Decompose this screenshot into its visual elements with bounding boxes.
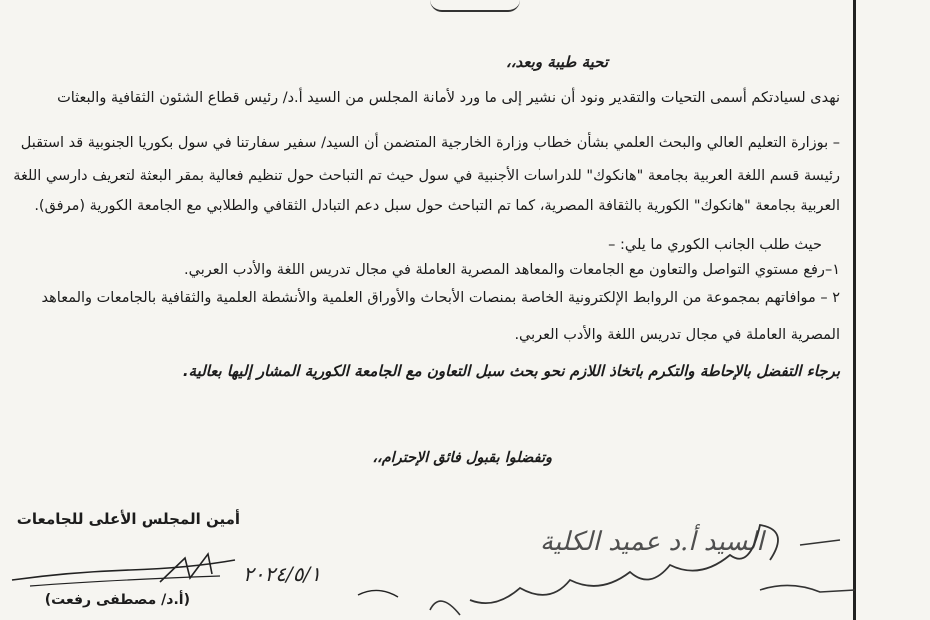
handwritten-annotation [400,510,860,620]
closing-line: وتفضلوا بقبول فائق الإحترام،، [372,450,552,466]
signatory-name: (أ.د/ مصطفى رفعت) [44,592,190,608]
handwritten-date [238,555,403,607]
greeting: تحية طيبة وبعد،، [505,53,608,71]
paragraph-line: رئيسة قسم اللغة العربية بجامعة "هانكوك" للدراسات الأجنبية في سول حيث تم التباحث حول تنظيم فعالية بمقر البعثة لتعريف دارسي اللغة [13,168,840,184]
request-statement: برجاء التفضل بالإحاطة والتكرم باتخاذ اللازم نحو بحث سبل التعاون مع الجامعة الكورية المشار إليها بعالية. [182,362,840,380]
handwritten-signature [10,550,240,590]
paragraph-line: نهدى لسيادتكم أسمى التحيات والتقدير ونود أن نشير إلى ما ورد لأمانة المجلس من السيد أ.د/ رئيس قطاع الشئون الثقافية والبعثات [57,90,840,106]
list-item: ١–رفع مستوي التواصل والتعاون مع الجامعات والمعاهد المصرية العاملة في مجال تدريس اللغة والأدب العربي. [184,262,840,278]
handwritten-annotation-text: السيد أ.د عميد الكلية [540,527,764,557]
scanned-mark [430,0,520,12]
request-intro: حيث طلب الجانب الكوري ما يلي: – [608,237,822,253]
list-item: ٢ – موافاتهم بمجموعة من الروابط الإلكترونية الخاصة بمنصات الأبحاث والأوراق العلمية والأنشطة العلمية والثقافية بالجامعات والمعاهد [41,290,840,306]
signatory-title: أمين المجلس الأعلى للجامعات [16,510,240,528]
handwritten-date-text: ٢٠٢٤/٥/١ [243,562,321,586]
list-item: المصرية العاملة في مجال تدريس اللغة والأدب العربي. [514,327,840,343]
paragraph-line: – بوزارة التعليم العالي والبحث العلمي بشأن خطاب وزارة الخارجية المتضمن أن السيد/ سفير سفارتنا في سول بكوريا الجنوبية قد استقبل [20,135,840,151]
paragraph-line: العربية بجامعة "هانكوك" الكورية بالثقافة المصرية، كما تم التباحث حول سبل دعم التبادل الثقافي والطلابي مع الجامعة الكورية (مرفق). [34,198,840,214]
